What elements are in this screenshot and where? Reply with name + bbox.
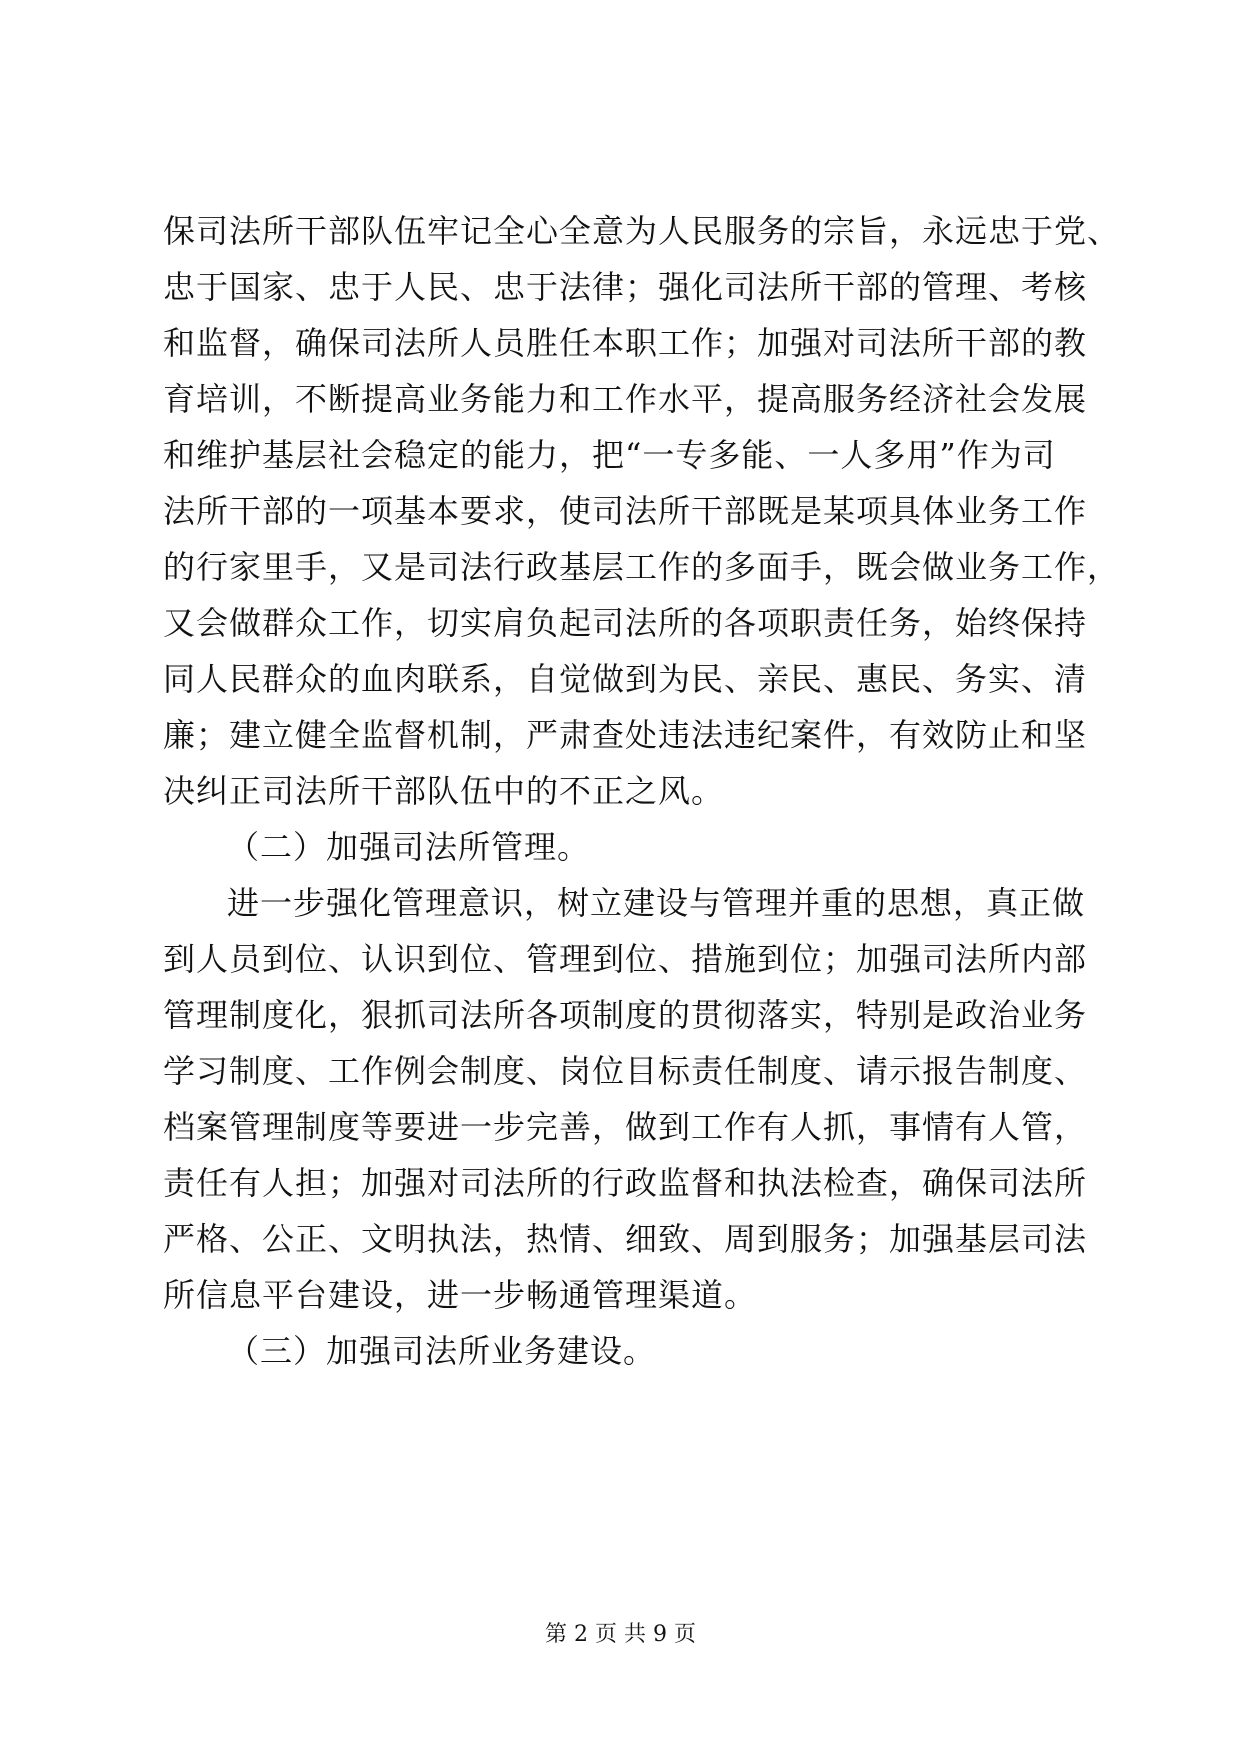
body-text-line: 育培训，不断提高业务能力和工作水平，提高服务经济社会发展 bbox=[163, 380, 1088, 418]
body-text-line: 严格、公正、文明执法，热情、细致、周到服务；加强基层司法 bbox=[163, 1220, 1088, 1258]
body-text-line: 廉；建立健全监督机制，严肃查处违法违纪案件，有效防止和坚 bbox=[163, 716, 1088, 754]
body-text-line: 的行家里手，又是司法行政基层工作的多面手，既会做业务工作， bbox=[163, 548, 1121, 586]
page-number-footer: 第 2 页 共 9 页 bbox=[545, 1622, 696, 1647]
body-text-line: 保司法所干部队伍牢记全心全意为人民服务的宗旨，永远忠于党、 bbox=[163, 212, 1121, 250]
body-text-line: 所信息平台建设，进一步畅通管理渠道。 bbox=[163, 1276, 758, 1314]
body-text-line: 责任有人担；加强对司法所的行政监督和执法检查，确保司法所 bbox=[163, 1164, 1088, 1202]
body-text-line: 管理制度化，狠抓司法所各项制度的贯彻落实，特别是政治业务 bbox=[163, 996, 1088, 1034]
body-text-line: 进一步强化管理意识，树立建设与管理并重的思想，真正做 bbox=[227, 884, 1086, 922]
body-text-line: 法所干部的一项基本要求，使司法所干部既是某项具体业务工作 bbox=[163, 492, 1088, 530]
body-text-line: 和维护基层社会稳定的能力，把“一专多能、一人多用”作为司 bbox=[163, 436, 1056, 474]
body-text-line: 又会做群众工作，切实肩负起司法所的各项职责任务，始终保持 bbox=[163, 604, 1088, 642]
body-text-line: 忠于国家、忠于人民、忠于法律；强化司法所干部的管理、考核 bbox=[163, 268, 1088, 306]
section-heading: （二）加强司法所管理。 bbox=[227, 828, 591, 866]
body-text-line: 同人民群众的血肉联系，自觉做到为民、亲民、惠民、务实、清 bbox=[163, 660, 1088, 698]
body-text-line: 决纠正司法所干部队伍中的不正之风。 bbox=[163, 772, 725, 810]
section-heading: （三）加强司法所业务建设。 bbox=[227, 1332, 657, 1370]
body-text-line: 和监督，确保司法所人员胜任本职工作；加强对司法所干部的教 bbox=[163, 324, 1088, 362]
body-text-line: 到人员到位、认识到位、管理到位、措施到位；加强司法所内部 bbox=[163, 940, 1088, 978]
body-text-line: 学习制度、工作例会制度、岗位目标责任制度、请示报告制度、 bbox=[163, 1052, 1088, 1090]
body-text-line: 档案管理制度等要进一步完善，做到工作有人抓，事情有人管， bbox=[163, 1108, 1088, 1146]
